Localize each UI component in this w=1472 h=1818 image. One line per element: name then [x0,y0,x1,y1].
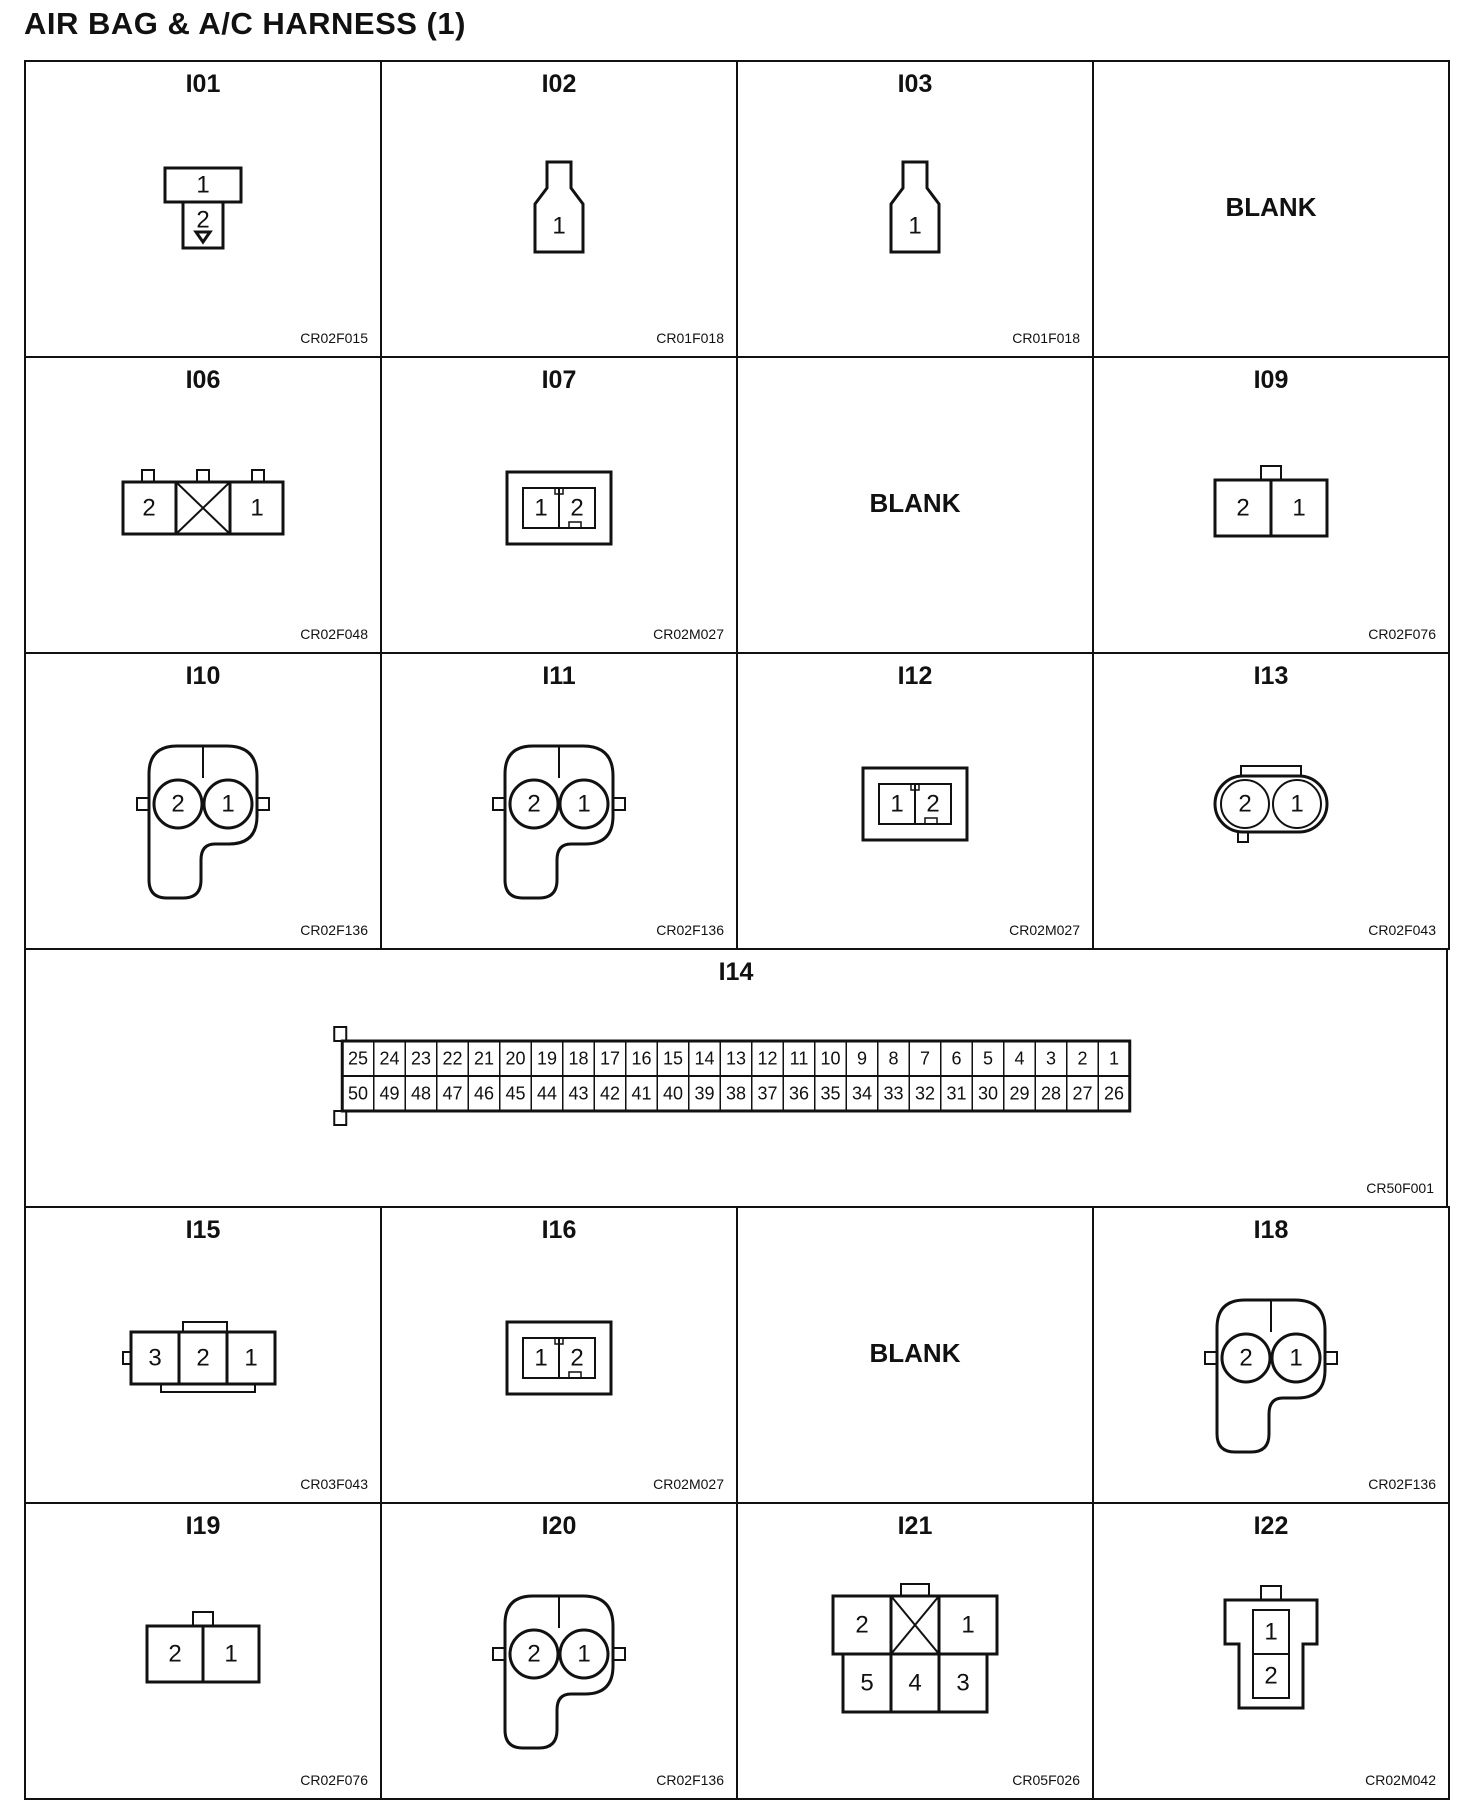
blank-label: BLANK [1225,192,1317,222]
pin-label: 30 [977,1083,999,1104]
connector-small-2-drawing [863,768,967,840]
connector-cell-i11 [380,652,738,950]
connector-code: CR05F026 [1012,1772,1080,1788]
connector-cell-i07 [380,356,738,654]
blank-label: BLANK [869,1338,961,1368]
blank-cell [736,356,1094,654]
connector-round-l-drawing [1205,1300,1337,1452]
pin-label: 2 [1236,494,1250,522]
pin-label: 1 [221,790,235,818]
connector-id: I11 [542,662,576,690]
connector-code: CR50F001 [1366,1180,1434,1196]
connector-id: I02 [541,70,577,98]
connector-id: I01 [185,70,221,98]
pin-label: 36 [788,1083,810,1104]
pin-label: 1 [1292,494,1306,522]
connector-diagram [26,1504,380,1798]
connector-code: CR02M027 [653,626,724,642]
connector-bullet-drawing [535,162,583,252]
pin-label: 35 [820,1083,841,1104]
pin-label: 47 [442,1083,463,1104]
pin-label: 6 [951,1048,962,1069]
connector-diagram [382,1504,736,1798]
connector-rect-3-drawing [123,1322,275,1392]
connector-rect-x-drawing [123,470,283,534]
pin-label: 2 [196,1344,210,1372]
connector-id: I07 [541,366,577,394]
pin-label: 2 [855,1611,869,1639]
pin-label: 5 [860,1669,874,1697]
pin-label: 1 [577,790,591,818]
pin-label: 37 [757,1083,778,1104]
connector-rect-2-drawing [147,1612,259,1682]
connector-t-vert-drawing [1225,1586,1317,1708]
pin-label: 19 [536,1048,558,1069]
pin-label: 21 [473,1048,495,1069]
pin-label: 49 [379,1083,400,1104]
pin-label: 2 [527,1640,541,1668]
pin-label: 42 [599,1083,621,1104]
connector-grid [24,60,1448,1792]
pin-label: 1 [890,790,904,818]
connector-id: I09 [1253,366,1289,394]
page-title: AIR BAG & A/C HARNESS (1) [24,6,466,41]
pin-label: 25 [347,1048,369,1069]
pin-label: 7 [919,1048,931,1069]
pin-label: 2 [1264,1662,1278,1690]
connector-squib-drawing [165,168,241,248]
pin-label: 34 [851,1083,873,1104]
pin-label: 2 [168,1640,182,1668]
pin-label: 39 [694,1083,715,1104]
connector-id: I18 [1253,1216,1289,1244]
blank-label: BLANK [869,488,961,518]
pin-label: 43 [568,1083,589,1104]
pin-label: 11 [789,1048,809,1069]
pin-label: 31 [946,1083,967,1104]
pin-label: 2 [570,494,584,522]
pin-label: 2 [1239,1344,1253,1372]
connector-id: I16 [541,1216,577,1244]
connector-diagram [1094,1208,1448,1502]
connector-id: I03 [897,70,933,98]
connector-small-2-drawing [507,472,611,544]
pin-label: 44 [536,1083,558,1104]
connector-cell-i16 [380,1206,738,1504]
connector-code: CR03F043 [300,1476,368,1492]
pin-label: 1 [1264,1618,1278,1646]
pin-label: 2 [527,790,541,818]
pin-label: 41 [631,1083,652,1104]
connector-diagram [1094,654,1448,948]
pin-label: 26 [1103,1083,1125,1104]
pin-label: 18 [568,1048,589,1069]
pin-label: 38 [725,1083,747,1104]
pin-label: 2 [171,790,185,818]
pin-label: 1 [244,1344,258,1372]
pin-label: 15 [662,1048,684,1069]
pin-label: 1 [224,1640,238,1668]
connector-diagram [738,1504,1092,1798]
connector-code: CR02F136 [656,1772,724,1788]
pin-label: 1 [908,212,922,240]
connector-id: I22 [1253,1512,1289,1540]
connector-id: I06 [185,366,221,394]
connector-diagram [738,62,1092,356]
pin-label: 2 [570,1344,584,1372]
pin-label: 3 [1045,1048,1057,1069]
pin-label: 33 [883,1083,904,1104]
pin-label: 3 [148,1344,162,1372]
pin-label: 3 [956,1669,970,1697]
pin-label: 1 [577,1640,591,1668]
pin-label: 27 [1072,1083,1093,1104]
connector-cell-i14 [24,948,1448,1208]
connector-diagram [26,358,380,652]
pin-label: 1 [534,494,548,522]
connector-diagram [1094,1504,1448,1798]
pin-label: 29 [1009,1083,1030,1104]
connector-code: CR02F076 [1368,626,1436,642]
pin-label: 32 [914,1083,936,1104]
connector-diagram [382,62,736,356]
pin-label: 8 [888,1048,899,1069]
connector-code: CR02F043 [1368,922,1436,938]
pin-label: 2 [142,494,156,522]
pin-label: 1 [534,1344,548,1372]
connector-code: CR02F048 [300,626,368,642]
pin-label: 45 [505,1083,526,1104]
blank-cell [1092,60,1450,358]
connector-bullet-drawing [891,162,939,252]
pin-label: 1 [961,1611,975,1639]
connector-id: I15 [185,1216,221,1244]
connector-id: I21 [897,1512,933,1540]
pin-label: 4 [1014,1048,1025,1069]
pin-label: 23 [410,1048,432,1069]
pin-label: 20 [505,1048,526,1069]
pin-label: 22 [442,1048,463,1069]
connector-diagram [382,1208,736,1502]
connector-cell-i21 [736,1502,1094,1800]
connector-cell-i02 [380,60,738,358]
connector-id: I20 [541,1512,577,1540]
connector-small-2-drawing [507,1322,611,1394]
blank-cell [736,1206,1094,1504]
pin-label: 24 [379,1048,400,1069]
pin-label: 12 [757,1048,778,1069]
connector-cell-i10 [24,652,382,950]
connector-five-pin-drawing [833,1584,997,1712]
pin-label: 13 [725,1048,747,1069]
connector-diagram [1094,358,1448,652]
pin-label: 40 [662,1083,684,1104]
pin-label: 1 [1108,1048,1120,1069]
pin-label: 1 [250,494,264,522]
pin-label: 1 [552,212,566,240]
connector-oval-2-drawing [1215,766,1327,842]
pin-label: 5 [982,1048,994,1069]
pin-label: 2 [926,790,940,818]
connector-cell-i15 [24,1206,382,1504]
connector-cell-i18 [1092,1206,1450,1504]
connector-diagram [26,950,1446,1206]
connector-id: I10 [185,662,221,690]
pin-label: 48 [410,1083,432,1104]
connector-code: CR01F018 [1012,330,1080,346]
connector-diagram [26,1208,380,1502]
pin-label: 2 [1238,790,1252,818]
connector-round-l-drawing [493,1596,625,1748]
connector-diagram [26,654,380,948]
connector-code: CR02F076 [300,1772,368,1788]
connector-code: CR02F136 [656,922,724,938]
connector-round-l-drawing [137,746,269,898]
pin-label: 14 [694,1048,715,1069]
connector-code: CR02M027 [653,1476,724,1492]
connector-diagram [382,358,736,652]
pin-label: 28 [1040,1083,1062,1104]
pin-label: 1 [1289,1344,1303,1372]
connector-round-l-drawing [493,746,625,898]
connector-code: CR02F136 [1368,1476,1436,1492]
pin-label: 17 [599,1048,621,1069]
connector-cell-i12 [736,652,1094,950]
pin-label: 2 [1077,1048,1088,1069]
connector-cell-i13 [1092,652,1450,950]
connector-diagram [26,62,380,356]
connector-cell-i09 [1092,356,1450,654]
connector-strip-50-drawing [334,1027,1130,1125]
connector-id: I14 [718,958,754,986]
connector-cell-i01 [24,60,382,358]
connector-cell-i19 [24,1502,382,1800]
connector-code: CR01F018 [656,330,724,346]
connector-code: CR02M027 [1009,922,1080,938]
connector-id: I13 [1253,662,1289,690]
pin-label: 46 [473,1083,495,1104]
connector-cell-i22 [1092,1502,1450,1800]
pin-label: 1 [1290,790,1304,818]
connector-code: CR02F136 [300,922,368,938]
pin-label: 9 [856,1048,868,1069]
connector-rect-2-drawing [1215,466,1327,536]
pin-label: 50 [347,1083,369,1104]
connector-cell-i06 [24,356,382,654]
connector-code: CR02F015 [300,330,368,346]
pin-label: 2 [196,206,210,234]
pin-label: 16 [631,1048,652,1069]
connector-diagram [738,654,1092,948]
connector-id: I19 [185,1512,221,1540]
connector-id: I12 [897,662,933,690]
connector-code: CR02M042 [1365,1772,1436,1788]
connector-cell-i20 [380,1502,738,1800]
pin-label: 10 [820,1048,841,1069]
connector-diagram [382,654,736,948]
pin-label: 4 [908,1669,922,1697]
pin-label: 1 [196,171,210,199]
connector-cell-i03 [736,60,1094,358]
